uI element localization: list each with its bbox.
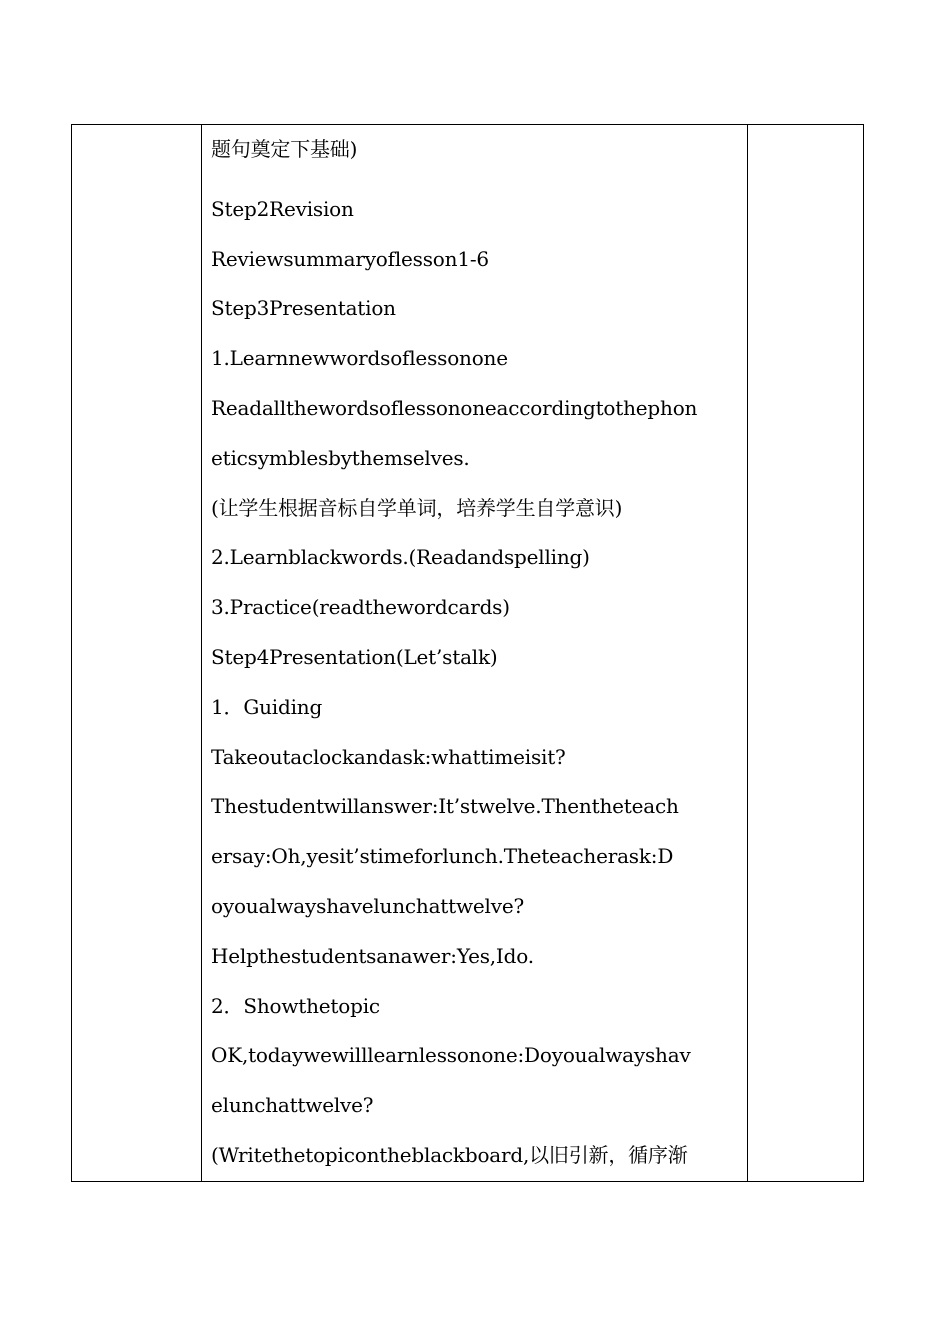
text-line: 1．Guiding bbox=[211, 694, 323, 719]
left-column-cell bbox=[72, 125, 202, 1182]
text-line: Takeoutaclockandask:whattimeisit? bbox=[211, 744, 566, 769]
text-line: OK,todaywewilllearnlessonone:Doyoualwayshav bbox=[211, 1043, 691, 1068]
cell-text-block bbox=[202, 125, 747, 1181]
text-line: (让学生根据音标自学单词，培养学生自学意识) bbox=[211, 495, 623, 520]
right-column-cell bbox=[748, 125, 864, 1182]
text-line: Readallthewordsoflessononeaccordingtothephon bbox=[211, 395, 698, 420]
text-line: Step4Presentation(Let’stalk) bbox=[211, 644, 498, 669]
text-line: 2.Learnblackwords.(Readandspelling) bbox=[211, 545, 590, 570]
text-line: Step3Presentation bbox=[211, 296, 396, 321]
lesson-plan-table bbox=[71, 124, 864, 1182]
text-line: (Writethetopicontheblackboard,以旧引新，循序渐 bbox=[211, 1142, 688, 1167]
text-line: Helpthestudentsanawer:Yes,Ido. bbox=[211, 943, 534, 968]
content-column-cell bbox=[202, 125, 748, 1182]
text-line: 题句奠定下基础) bbox=[211, 137, 358, 161]
table-row bbox=[72, 125, 864, 1182]
text-line: Reviewsummaryoflesson1-6 bbox=[211, 246, 489, 271]
text-line: oyoualwayshavelunchattwelve? bbox=[211, 893, 524, 918]
text-line: 1.Learnnewwordsoflessonone bbox=[211, 346, 508, 371]
text-line: ersay:Oh,yesit’stimeforlunch.Theteacherask:D bbox=[211, 844, 674, 869]
text-line: 3.Practice(readthewordcards) bbox=[211, 595, 510, 620]
text-line: 2．Showthetopic bbox=[211, 993, 380, 1018]
text-line: Thestudentwillanswer:It’stwelve.Thentheteach bbox=[211, 794, 679, 819]
text-line: Step2Revision bbox=[211, 196, 354, 221]
text-line: eticsymblesbythemselves. bbox=[211, 445, 470, 470]
text-line: elunchattwelve? bbox=[211, 1093, 374, 1118]
